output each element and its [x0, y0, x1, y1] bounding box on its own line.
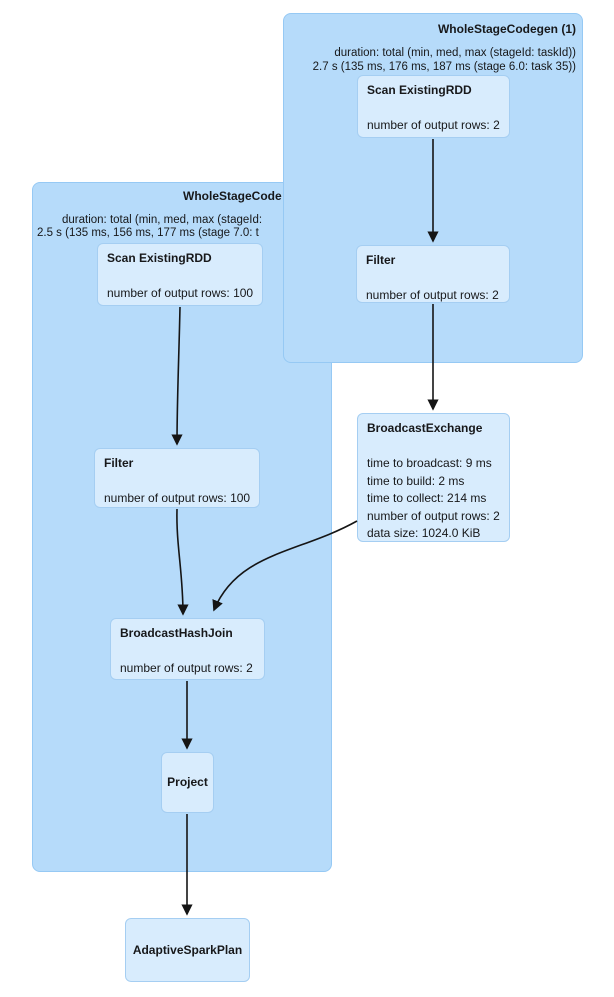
node-title: Filter	[366, 253, 396, 267]
cluster-wholestagecodegen-1	[283, 13, 583, 363]
node-metric: number of output rows: 2	[367, 508, 500, 523]
cluster-duration-line2: 2.5 s (135 ms, 156 ms, 177 ms (stage 7.0: t	[37, 227, 259, 239]
node-metric: number of output rows: 100	[104, 491, 251, 505]
node-metric: number of output rows: 100	[107, 286, 254, 300]
node-title: Project	[167, 775, 208, 789]
node-metric: number of output rows: 2	[120, 661, 253, 675]
node-metric: time to build: 2 ms	[367, 473, 465, 488]
node-metric: number of output rows: 2	[367, 118, 500, 132]
cluster-label	[313, 22, 576, 74]
node-title: Scan ExistingRDD	[107, 251, 212, 265]
node-title: AdaptiveSparkPlan	[132, 942, 243, 957]
node-metric: time to broadcast: 9 ms	[367, 456, 492, 470]
cluster-title: WholeStageCodegen (1)	[437, 22, 576, 36]
node-metric: data size: 1024.0 KiB	[367, 526, 481, 540]
node-title: BroadcastHashJoin	[120, 626, 233, 640]
cluster-duration-line2: 2.7 s (135 ms, 176 ms, 187 ms (stage 6.0: task 35))	[312, 60, 576, 73]
node-metric: number of output rows: 2	[366, 288, 499, 302]
cluster-title: WholeStageCode	[183, 189, 282, 203]
plan-node-adaptivesparkplan[interactable]	[125, 918, 250, 982]
plan-node-scan-existingrdd-2[interactable]	[97, 243, 263, 306]
plan-node-broadcasthashjoin[interactable]	[110, 618, 265, 680]
node-title: Filter	[104, 456, 134, 470]
plan-node-scan-existingrdd-1[interactable]	[357, 75, 510, 138]
node-title: Scan ExistingRDD	[367, 83, 472, 97]
cluster-duration-line1: duration: total (min, med, max (stageId:	[62, 214, 263, 226]
cluster-duration-line1: duration: total (min, med, max (stageId: taskId))	[334, 47, 576, 59]
plan-node-filter-1[interactable]	[356, 245, 510, 303]
plan-node-project[interactable]	[161, 752, 214, 813]
node-title: BroadcastExchange	[367, 421, 483, 435]
plan-node-filter-2[interactable]	[94, 448, 260, 508]
node-metric: time to collect: 214 ms	[367, 491, 487, 505]
plan-node-broadcastexchange[interactable]	[357, 413, 510, 542]
